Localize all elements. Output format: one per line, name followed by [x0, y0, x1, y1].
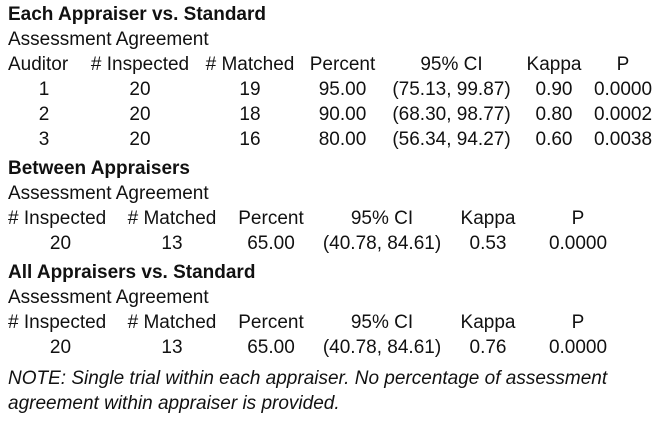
column-header: P [571, 208, 585, 229]
table-cell: 90.00 [318, 104, 367, 125]
results-table [8, 52, 656, 152]
footnote: NOTE: Single trial within each appraiser. No percentage of assessment agreement within appraiser is provided. [8, 368, 608, 414]
table-cell: 20 [129, 79, 151, 100]
table-cell: 0.0038 [593, 129, 653, 150]
table-cell: (68.30, 98.77) [392, 104, 511, 125]
section-title: All Appraisers vs. Standard [8, 262, 256, 283]
column-header: # Inspected [90, 54, 190, 75]
table-cell: 19 [239, 79, 261, 100]
table-cell: 95.00 [318, 79, 367, 100]
table-cell: 1 [38, 79, 50, 100]
table-cell: 0.90 [535, 79, 573, 100]
table-cell: 13 [161, 233, 183, 254]
column-header: Auditor [8, 54, 69, 75]
table-cell: 3 [38, 129, 50, 150]
table-cell: 0.60 [535, 129, 573, 150]
section-between-appraisers [8, 156, 658, 256]
column-header: Percent [238, 208, 304, 229]
column-header: # Matched [127, 208, 217, 229]
results-table [8, 206, 633, 256]
section-subtitle: Assessment Agreement [8, 29, 209, 50]
table-cell: 0.53 [469, 233, 507, 254]
table-cell: (40.78, 84.61) [322, 233, 442, 254]
column-header: 95% CI [350, 208, 414, 229]
table-header-row [8, 310, 633, 335]
column-header: Kappa [526, 54, 582, 75]
section-title: Between Appraisers [8, 158, 190, 179]
table-cell: (56.34, 94.27) [392, 129, 511, 150]
document [8, 0, 658, 416]
table-cell: 16 [239, 129, 261, 150]
table-cell: 0.80 [535, 104, 573, 125]
section-all-appraisers [8, 260, 658, 360]
table-cell: 20 [129, 104, 151, 125]
table-cell: 0.76 [469, 337, 507, 358]
table-cell: 0.0002 [593, 104, 653, 125]
table-cell: (75.13, 99.87) [392, 79, 511, 100]
table-row [8, 127, 656, 152]
table-header-row [8, 206, 633, 231]
table-header-row [8, 52, 656, 77]
table-cell: 65.00 [247, 233, 295, 254]
column-header: Percent [238, 312, 304, 333]
section-subtitle: Assessment Agreement [8, 287, 209, 308]
column-header: P [616, 54, 630, 75]
column-header: # Matched [205, 54, 295, 75]
table-cell: 20 [49, 233, 72, 254]
table-cell: 65.00 [247, 337, 295, 358]
results-table [8, 310, 633, 360]
table-cell: 20 [129, 129, 151, 150]
table-row [8, 102, 656, 127]
table-row [8, 231, 633, 256]
table-cell: 2 [38, 104, 50, 125]
column-header: Kappa [460, 208, 516, 229]
table-cell: 13 [161, 337, 183, 358]
table-cell: 0.0000 [548, 337, 608, 358]
table-cell: 0.0000 [548, 233, 608, 254]
column-header: P [571, 312, 585, 333]
section-title: Each Appraiser vs. Standard [8, 4, 267, 25]
column-header: # Inspected [8, 208, 107, 229]
column-header: 95% CI [420, 54, 483, 75]
column-header: Percent [309, 54, 376, 75]
column-header: 95% CI [350, 312, 414, 333]
section-each-appraiser [8, 2, 658, 152]
table-cell: 0.0000 [593, 79, 653, 100]
table-row [8, 335, 633, 360]
table-cell: 20 [49, 337, 72, 358]
table-row [8, 77, 656, 102]
table-cell: (40.78, 84.61) [322, 337, 442, 358]
column-header: # Matched [127, 312, 217, 333]
column-header: Kappa [460, 312, 516, 333]
section-subtitle: Assessment Agreement [8, 183, 209, 204]
table-cell: 18 [239, 104, 261, 125]
column-header: # Inspected [8, 312, 107, 333]
table-cell: 80.00 [318, 129, 367, 150]
